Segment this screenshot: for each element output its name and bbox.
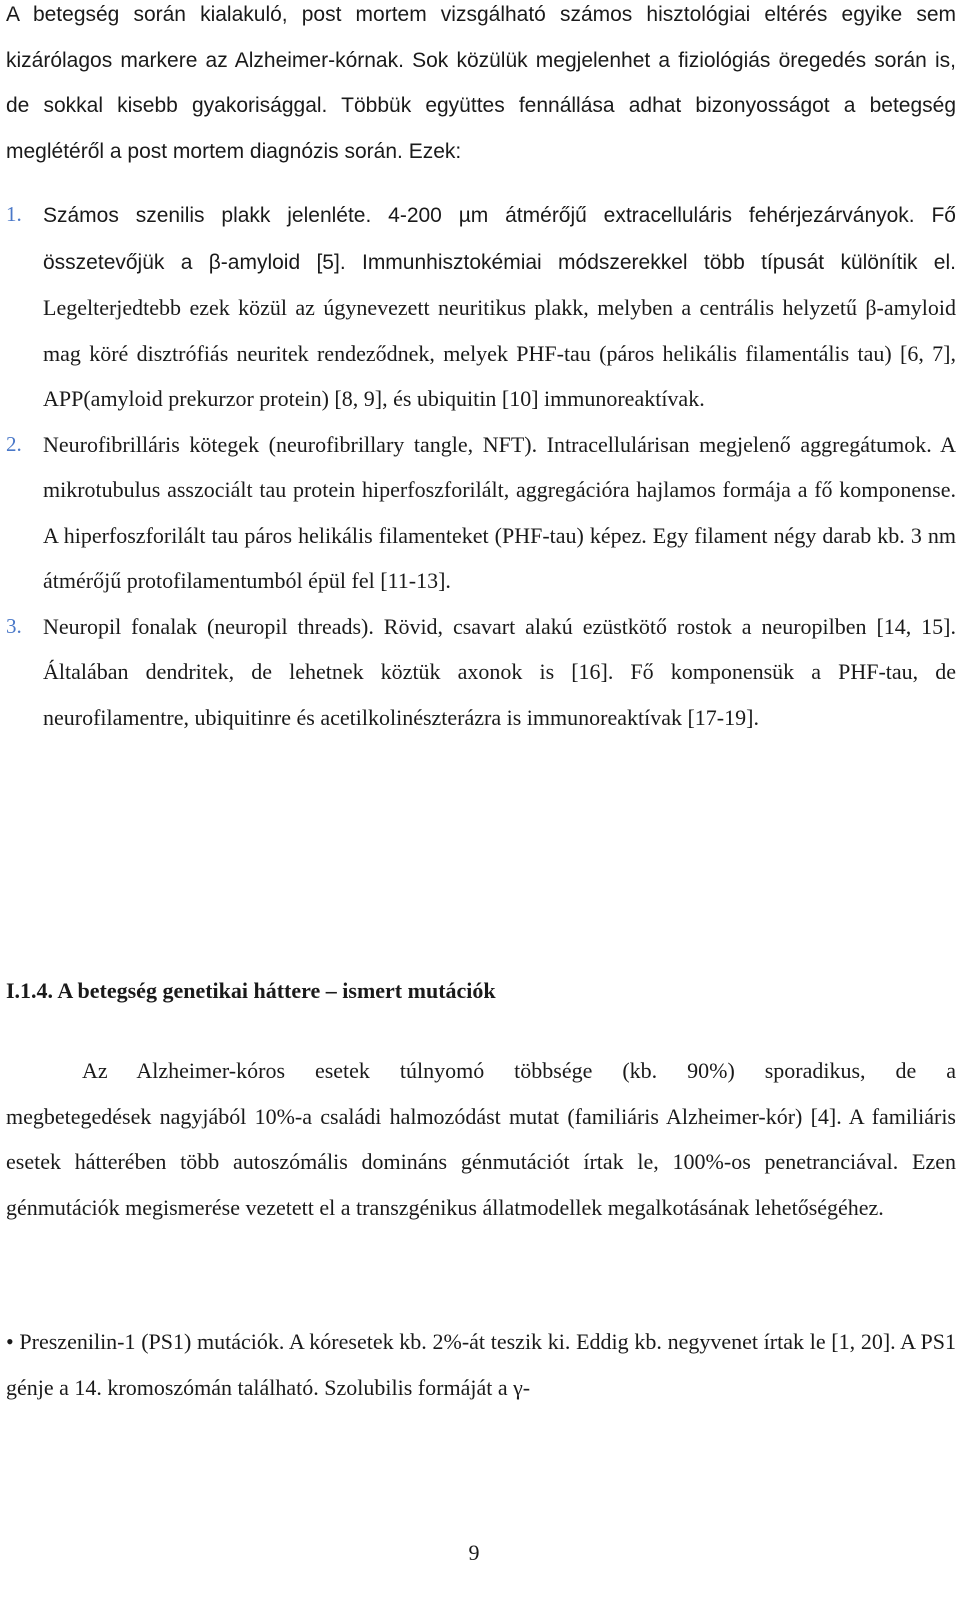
bullet-text: Preszenilin-1 (PS1) mutációk. A kóresetek kb. 2%-át teszik ki. Eddig kb. negyvenet írtak le [1, 20]. A PS1 génje a 14. kromoszómán található. Szolubilis formáját a γ- xyxy=(6,1329,957,1400)
section-heading: I.1.4. A betegség genetikai háttere – ismert mutációk xyxy=(6,978,496,1003)
list-number-2: 2. xyxy=(6,431,22,456)
list-item-1-sans-text: Számos szenilis plakk jelenléte. 4-200 µm átmérőjű extracelluláris fehérjezárványok. Fő összetevőjük a β-amyloid [5]. Immunhisztokémiai módszerekkel több típusát különítik el. xyxy=(43,204,956,274)
bullet-symbol: • xyxy=(6,1329,14,1354)
list-item-1-serif-text: Legelterjedtebb ezek közül az úgynevezett neuritikus plakk, melyben a centrális helyzetű β-amyloid mag köré disztrófiás neuritek rendeződnek, melyek PHF-tau (páros helikális filamentális tau) [6, 7], APP(amyloid prekurzor protein) [8, 9], és ubiquitin [10] immunoreaktívak. xyxy=(43,295,956,411)
genetics-paragraph-rest: megbetegedések nagyjából 10%-a családi halmozódást mutat (familiáris Alzheimer-kór) [4]. A familiáris esetek hátterében több autoszómális domináns génmutációt írtak le, 100%-os penetranciával. Ezen génmutációk megismerése vezetett el a transzgénikus állatmodellek megalkotásának lehetőségéhez. xyxy=(6,1103,956,1220)
genetics-paragraph-first-line: Az Alzheimer-kóros esetek túlnyomó többsége (kb. 90%) sporadikus, de a xyxy=(82,1058,956,1083)
list-item-1 xyxy=(6,192,956,422)
intro-text: A betegség során kialakuló, post mortem vizsgálható számos hisztológiai eltérés egyike sem kizárólagos markere az Alzheimer-kórnak. Sok közülük megjelenhet a fiziológiás öregedés során is, de sokkal kisebb gyakorisággal. Többük együttes fennállása adhat bizonyosságot a betegség meglétéről a post mortem diagnózis során. Ezek: xyxy=(6,3,956,163)
genetics-paragraph xyxy=(6,1048,956,1230)
list-item-2 xyxy=(6,422,956,604)
list-number-3: 3. xyxy=(6,613,22,638)
marker-list xyxy=(6,192,956,740)
list-item-3 xyxy=(6,604,956,741)
bullet-paragraph xyxy=(6,1319,956,1410)
list-item-3-text: Neuropil fonalak (neuropil threads). Rövid, csavart alakú ezüstkötő rostok a neuropilben [14, 15]. Általában dendritek, de lehetnek köztük axonok is [16]. Fő komponensük a PHF-tau, de neurofilamentre, ubiquitinre és acetilkolinészterázra is immunoreaktívak [17-19]. xyxy=(43,613,956,730)
list-item-2-text: Neurofibrilláris kötegek (neurofibrillary tangle, NFT). Intracellulárisan megjelenő aggregátumok. A mikrotubulus asszociált tau protein hiperfoszforilált, aggregációra hajlamos formája a fő komponense. A hiperfoszforilált tau páros helikális filamenteket (PHF-tau) képez. Egy filament négy darab kb. 3 nm átmérőjű protofilamentumból épül fel [11-13]. xyxy=(43,431,956,593)
page-number: 9 xyxy=(468,1540,480,1565)
intro-paragraph xyxy=(6,0,956,174)
list-number-1: 1. xyxy=(6,202,22,226)
